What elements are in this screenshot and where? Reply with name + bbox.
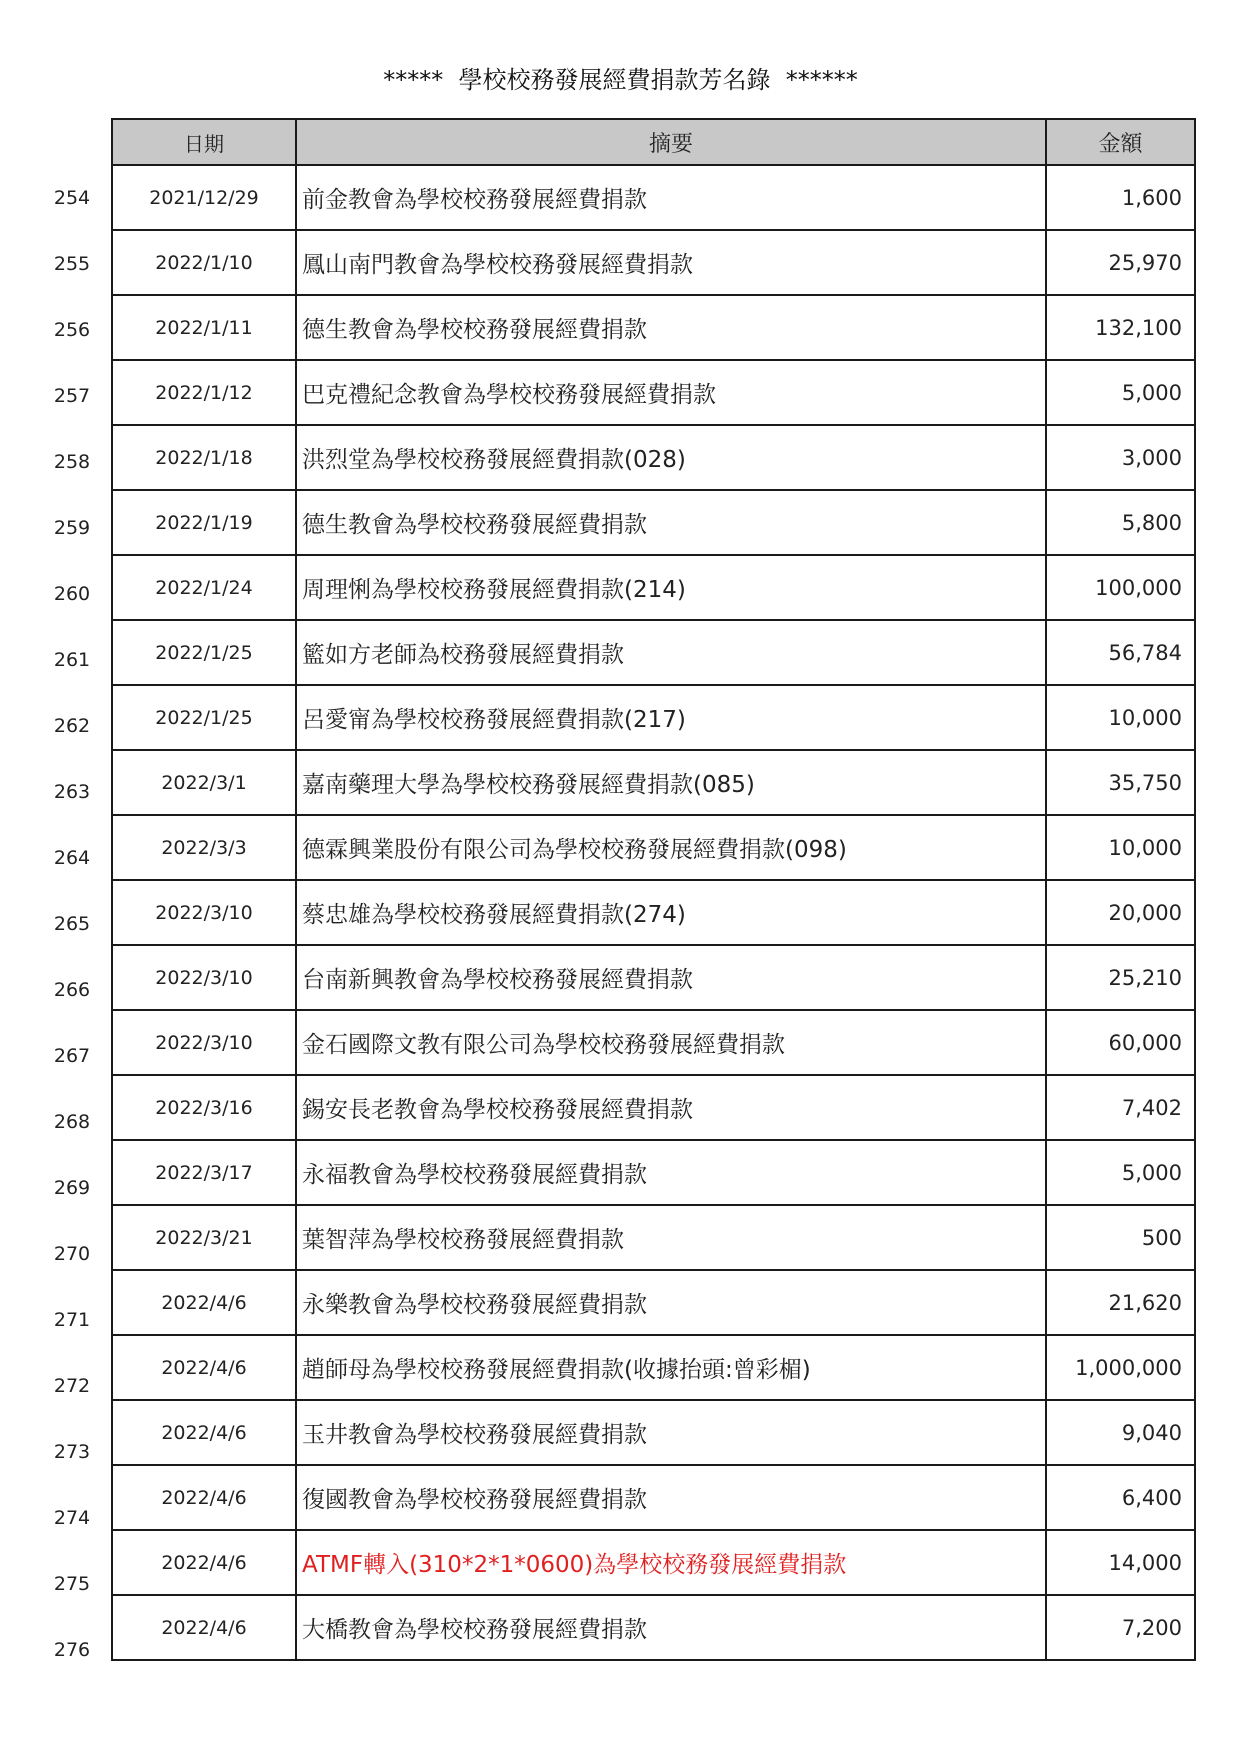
summary-cell: 德生教會為學校校務發展經費捐款 (296, 490, 1046, 555)
row-number: 257 (53, 385, 91, 407)
amount-cell: 10,000 (1046, 685, 1195, 750)
date-cell: 2022/1/12 (112, 360, 296, 425)
row-number-column (40, 165, 104, 1683)
table-row (112, 1465, 1195, 1530)
date-cell: 2022/1/11 (112, 295, 296, 360)
date-cell: 2022/4/6 (112, 1270, 296, 1335)
amount-cell: 14,000 (1046, 1530, 1195, 1595)
table-row (112, 490, 1195, 555)
amount-cell: 1,600 (1046, 165, 1195, 230)
amount-cell: 6,400 (1046, 1465, 1195, 1530)
table-row (112, 360, 1195, 425)
date-cell: 2022/3/10 (112, 945, 296, 1010)
summary-cell: 台南新興教會為學校校務發展經費捐款 (296, 945, 1046, 1010)
summary-cell: ATMF轉入(310*2*1*0600)為學校校務發展經費捐款 (296, 1530, 1046, 1595)
amount-cell: 20,000 (1046, 880, 1195, 945)
summary-cell: 洪烈堂為學校校務發展經費捐款(028) (296, 425, 1046, 490)
date-cell: 2022/1/25 (112, 620, 296, 685)
row-number: 262 (53, 715, 91, 737)
date-cell: 2022/3/10 (112, 880, 296, 945)
table-row (112, 945, 1195, 1010)
table-row (112, 1335, 1195, 1400)
summary-column-header: 摘要 (296, 119, 1046, 165)
amount-cell: 10,000 (1046, 815, 1195, 880)
table-row (112, 880, 1195, 945)
table-row (112, 1010, 1195, 1075)
row-number: 272 (53, 1375, 91, 1397)
amount-cell: 25,970 (1046, 230, 1195, 295)
table-header (112, 119, 1195, 165)
date-cell: 2022/3/3 (112, 815, 296, 880)
amount-cell: 35,750 (1046, 750, 1195, 815)
table-row (112, 230, 1195, 295)
summary-cell: 德霖興業股份有限公司為學校校務發展經費捐款(098) (296, 815, 1046, 880)
date-column-header: 日期 (112, 119, 296, 165)
table-row (112, 1530, 1195, 1595)
table-row (112, 815, 1195, 880)
summary-cell: 前金教會為學校校務發展經費捐款 (296, 165, 1046, 230)
row-number: 271 (53, 1309, 91, 1331)
summary-cell: 德生教會為學校校務發展經費捐款 (296, 295, 1046, 360)
summary-cell: 錫安長老教會為學校校務發展經費捐款 (296, 1075, 1046, 1140)
page-title: ***** 學校校務發展經費捐款芳名錄 ****** (383, 66, 858, 94)
date-cell: 2022/1/24 (112, 555, 296, 620)
summary-cell: 永樂教會為學校校務發展經費捐款 (296, 1270, 1046, 1335)
summary-cell: 永福教會為學校校務發展經費捐款 (296, 1140, 1046, 1205)
date-cell: 2022/1/19 (112, 490, 296, 555)
summary-cell: 復國教會為學校校務發展經費捐款 (296, 1465, 1046, 1530)
row-number: 259 (53, 517, 91, 539)
row-number: 268 (53, 1111, 91, 1133)
summary-cell: 大橋教會為學校校務發展經費捐款 (296, 1595, 1046, 1660)
date-cell: 2022/3/17 (112, 1140, 296, 1205)
row-number: 265 (53, 913, 91, 935)
date-cell: 2022/1/18 (112, 425, 296, 490)
date-cell: 2022/4/6 (112, 1335, 296, 1400)
table-row (112, 1205, 1195, 1270)
amount-cell: 60,000 (1046, 1010, 1195, 1075)
summary-cell: 巴克禮紀念教會為學校校務發展經費捐款 (296, 360, 1046, 425)
row-number: 276 (53, 1639, 91, 1661)
date-cell: 2022/3/10 (112, 1010, 296, 1075)
row-number: 258 (53, 451, 91, 473)
amount-cell: 1,000,000 (1046, 1335, 1195, 1400)
amount-column-header: 金額 (1046, 119, 1195, 165)
table-row (112, 425, 1195, 490)
table-row (112, 1595, 1195, 1660)
amount-cell: 9,040 (1046, 1400, 1195, 1465)
donation-table (111, 118, 1196, 1661)
summary-cell: 周理悧為學校校務發展經費捐款(214) (296, 555, 1046, 620)
date-cell: 2022/4/6 (112, 1530, 296, 1595)
date-cell: 2022/3/21 (112, 1205, 296, 1270)
table-row (112, 685, 1195, 750)
summary-cell: 呂愛甯為學校校務發展經費捐款(217) (296, 685, 1046, 750)
table-row (112, 1075, 1195, 1140)
amount-cell: 3,000 (1046, 425, 1195, 490)
table-row (112, 295, 1195, 360)
date-cell: 2022/4/6 (112, 1465, 296, 1530)
summary-cell: 蔡忠雄為學校校務發展經費捐款(274) (296, 880, 1046, 945)
table-row (112, 1140, 1195, 1205)
row-number: 264 (53, 847, 91, 869)
date-cell: 2021/12/29 (112, 165, 296, 230)
table-row (112, 165, 1195, 230)
row-number: 266 (53, 979, 91, 1001)
row-number: 255 (53, 253, 91, 275)
summary-cell: 趙師母為學校校務發展經費捐款(收據抬頭:曾彩楣) (296, 1335, 1046, 1400)
date-cell: 2022/1/10 (112, 230, 296, 295)
amount-cell: 25,210 (1046, 945, 1195, 1010)
date-cell: 2022/1/25 (112, 685, 296, 750)
summary-cell: 金石國際文教有限公司為學校校務發展經費捐款 (296, 1010, 1046, 1075)
table-row (112, 620, 1195, 685)
date-cell: 2022/3/16 (112, 1075, 296, 1140)
summary-cell: 嘉南藥理大學為學校校務發展經費捐款(085) (296, 750, 1046, 815)
row-number: 275 (53, 1573, 91, 1595)
table-row (112, 555, 1195, 620)
amount-cell: 500 (1046, 1205, 1195, 1270)
amount-cell: 132,100 (1046, 295, 1195, 360)
summary-cell: 籃如方老師為校務發展經費捐款 (296, 620, 1046, 685)
table-body (112, 165, 1195, 1660)
table-row (112, 1270, 1195, 1335)
summary-cell: 玉井教會為學校校務發展經費捐款 (296, 1400, 1046, 1465)
row-number: 263 (53, 781, 91, 803)
summary-cell: 鳳山南門教會為學校校務發展經費捐款 (296, 230, 1046, 295)
row-number: 269 (53, 1177, 91, 1199)
row-number: 261 (53, 649, 91, 671)
date-cell: 2022/4/6 (112, 1400, 296, 1465)
summary-cell: 葉智萍為學校校務發展經費捐款 (296, 1205, 1046, 1270)
amount-cell: 7,402 (1046, 1075, 1195, 1140)
row-number: 254 (53, 187, 91, 209)
amount-cell: 56,784 (1046, 620, 1195, 685)
row-number: 256 (53, 319, 91, 341)
row-number: 260 (53, 583, 91, 605)
amount-cell: 5,000 (1046, 360, 1195, 425)
table-row (112, 1400, 1195, 1465)
amount-cell: 5,000 (1046, 1140, 1195, 1205)
date-cell: 2022/3/1 (112, 750, 296, 815)
table-header-row (112, 119, 1195, 165)
date-cell: 2022/4/6 (112, 1595, 296, 1660)
row-number: 267 (53, 1045, 91, 1067)
row-number: 273 (53, 1441, 91, 1463)
amount-cell: 100,000 (1046, 555, 1195, 620)
amount-cell: 5,800 (1046, 490, 1195, 555)
row-number: 270 (53, 1243, 91, 1265)
row-number: 274 (53, 1507, 91, 1529)
amount-cell: 21,620 (1046, 1270, 1195, 1335)
amount-cell: 7,200 (1046, 1595, 1195, 1660)
table-row (112, 750, 1195, 815)
